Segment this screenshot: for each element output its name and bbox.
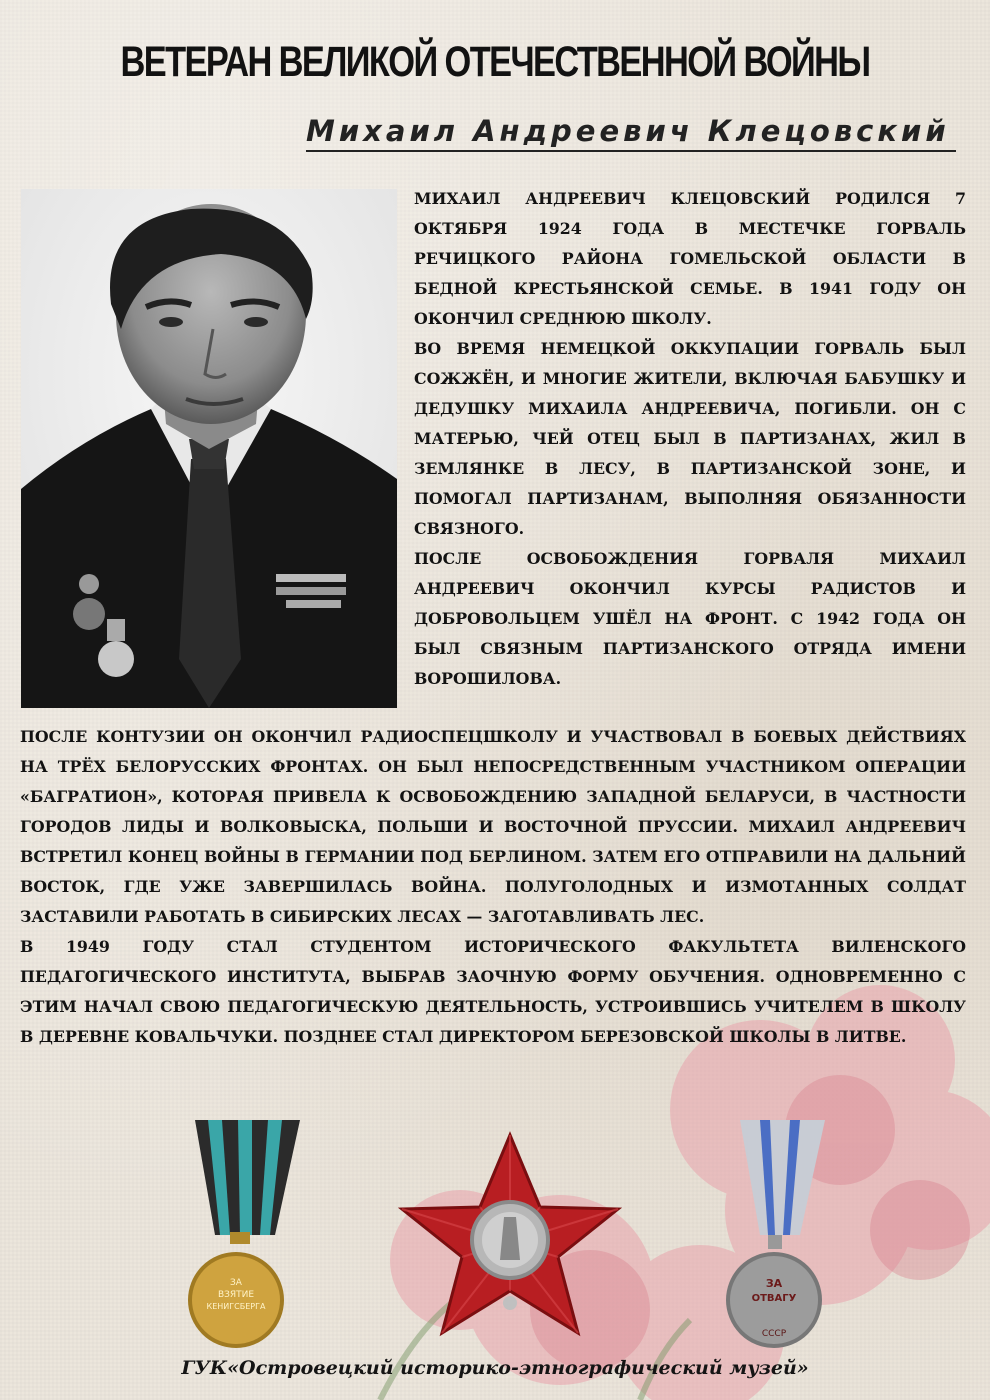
- veteran-name: Михаил Андреевич Клецовский: [306, 114, 956, 152]
- portrait-photo: [21, 189, 397, 708]
- bio-paragraph: ПОСЛЕ КОНТУЗИИ ОН ОКОНЧИЛ РАДИОСПЕЦШКОЛУ И УЧАСТВОВАЛ В БОЕВЫХ ДЕЙСТВИЯХ НА ТРЁХ БЕЛОРУССКИХ ФРОНТАХ. ОН БЫЛ НЕПОСРЕДСТВЕННЫМ УЧАСТНИКОМ ОПЕРАЦИИ «БАГРАТИОН», КОТОРАЯ ПРИВЕЛА К ОСВОБОЖДЕНИЮ ЗАПАДНОЙ БЕЛАРУСИ, В ЧАСТНОСТИ ГОРОДОВ ЛИДЫ И ВОЛКОВЫСКА, ПОЛЬШИ И ВОСТОЧНОЙ ПРУССИИ. МИХАИЛ АНДРЕЕВИЧ ВСТРЕТИЛ КОНЕЦ ВОЙНЫ В ГЕРМАНИИ ПОД БЕРЛИНОМ. ЗАТЕМ ЕГО ОТПРАВИЛИ НА ДАЛЬНИЙ ВОСТОК, ГДЕ УЖЕ ЗАВЕРШИЛАСЬ ВОЙНА. ПОЛУГОЛОДНЫХ И ИЗМОТАННЫХ СОЛДАТ ЗАСТАВИЛИ РАБОТАТЬ В СИБИРСКИХ ЛЕСАХ — ЗАГОТАВЛИВАТЬ ЛЕС.: [20, 727, 966, 926]
- biography-upper: [414, 184, 966, 694]
- page-title: ВЕТЕРАН ВЕЛИКОЙ ОТЕЧЕСТВЕННОЙ ВОЙНЫ: [120, 38, 870, 86]
- medal-text: ОТВАГУ: [751, 1293, 797, 1304]
- medal-text: КЕНИГСБЕРГА: [206, 1302, 266, 1311]
- koenigsberg-medal-icon: [190, 1120, 300, 1346]
- medals-row: [0, 1110, 990, 1370]
- medal-text: ЗА: [765, 1277, 783, 1290]
- medal-text: СССР: [761, 1329, 787, 1339]
- bio-paragraph: ВО ВРЕМЯ НЕМЕЦКОЙ ОККУПАЦИИ ГОРВАЛЬ БЫЛ СОЖЖЁН, И МНОГИЕ ЖИТЕЛИ, ВКЛЮЧАЯ БАБУШКУ И ДЕДУШКУ МИХАИЛА АНДРЕЕВИЧА, ПОГИБЛИ. ОН С МАТЕРЬЮ, ЧЕЙ ОТЕЦ БЫЛ В ПАРТИЗАНАХ, ЖИЛ В ЗЕМЛЯНКЕ В ЛЕСУ, В ПАРТИЗАНСКОЙ ЗОНЕ, И ПОМОГАЛ ПАРТИЗАНАМ, ВЫПОЛНЯЯ ОБЯЗАННОСТИ СВЯЗНОГО.: [414, 339, 966, 538]
- medal-text: ВЗЯТИЕ: [217, 1290, 255, 1300]
- medal-text: ЗА: [230, 1278, 242, 1288]
- museum-credit: ГУК«Островецкий историко-этнографический музей»: [181, 1357, 809, 1379]
- bio-paragraph: В 1949 ГОДУ СТАЛ СТУДЕНТОМ ИСТОРИЧЕСКОГО ФАКУЛЬТЕТА ВИЛЕНСКОГО ПЕДАГОГИЧЕСКОГО ИНСТИТУТА, ВЫБРАВ ЗАОЧНУЮ ФОРМУ ОБУЧЕНИЯ. ОДНОВРЕМЕННО С ЭТИМ НАЧАЛ СВОЮ ПЕДАГОГИЧЕСКУЮ ДЕЯТЕЛЬНОСТЬ, УСТРОИВШИСЬ УЧИТЕЛЕМ В ШКОЛУ В ДЕРЕВНЕ КОВАЛЬЧУКИ. ПОЗДНЕЕ СТАЛ ДИРЕКТОРОМ БЕРЕЗОВСКОЙ ШКОЛЫ В ЛИТВЕ.: [20, 937, 966, 1046]
- red-star-order-icon: [402, 1135, 618, 1333]
- biography-lower: [20, 722, 966, 1052]
- courage-medal-icon: [728, 1120, 825, 1346]
- bio-paragraph: МИХАИЛ АНДРЕЕВИЧ КЛЕЦОВСКИЙ РОДИЛСЯ 7 ОКТЯБРЯ 1924 ГОДА В МЕСТЕЧКЕ ГОРВАЛЬ РЕЧИЦКОГО РАЙОНА ГОМЕЛЬСКОЙ ОБЛАСТИ В БЕДНОЙ КРЕСТЬЯНСКОЙ СЕМЬЕ. В 1941 ГОДУ ОН ОКОНЧИЛ СРЕДНЮЮ ШКОЛУ.: [414, 189, 966, 328]
- portrait-image: [21, 189, 397, 708]
- bio-paragraph: ПОСЛЕ ОСВОБОЖДЕНИЯ ГОРВАЛЯ МИХАИЛ АНДРЕЕВИЧ ОКОНЧИЛ КУРСЫ РАДИСТОВ И ДОБРОВОЛЬЦЕМ УШЁЛ НА ФРОНТ. С 1942 ГОДА ОН БЫЛ СВЯЗНЫМ ПАРТИЗАНСКОГО ОТРЯДА ИМЕНИ ВОРОШИЛОВА.: [414, 549, 966, 688]
